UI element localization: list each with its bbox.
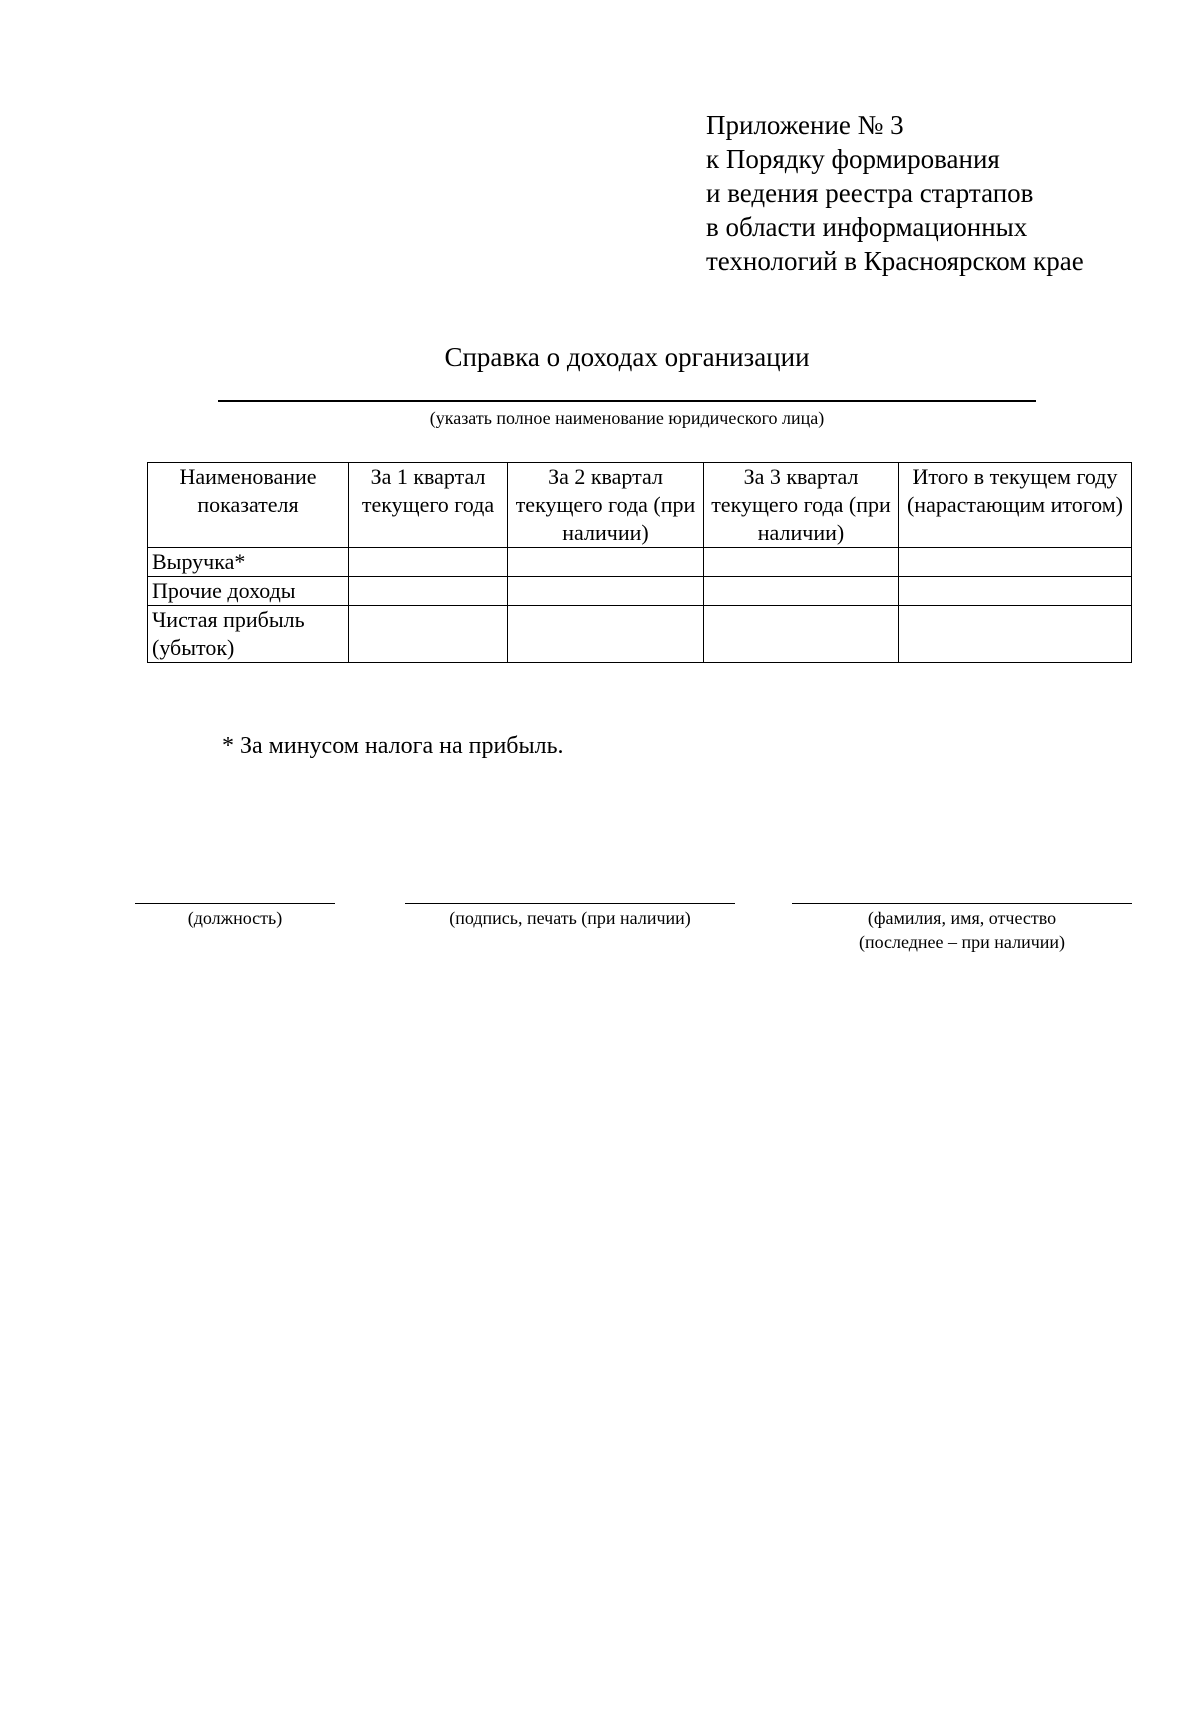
row-label-revenue: Выручка* <box>148 548 349 577</box>
full-name-signature-line <box>792 903 1132 904</box>
table-row <box>148 577 1132 606</box>
cell-q1 <box>349 548 508 577</box>
cell-q3 <box>704 606 899 663</box>
header-total: Итого в текущем году (нарастающим итогом) <box>899 463 1132 548</box>
table-row <box>148 606 1132 663</box>
appendix-line: в области информационных <box>706 212 1028 242</box>
full-name-label <box>792 906 1132 954</box>
organization-name-line <box>218 400 1036 402</box>
signature-label: (подпись, печать (при наличии) <box>449 908 691 928</box>
footnote: * За минусом налога на прибыль. <box>222 733 564 759</box>
full-name-label-line: (фамилия, имя, отчество <box>867 908 1057 928</box>
cell-q3 <box>704 548 899 577</box>
appendix-line: Приложение № 3 <box>706 110 904 140</box>
table-header-row <box>148 463 1132 548</box>
header-q2: За 2 квартал текущего года (при наличии) <box>508 463 704 548</box>
appendix-line: к Порядку формирования <box>706 144 1000 174</box>
income-table <box>147 462 1132 663</box>
header-indicator: Наименование показателя <box>148 463 349 548</box>
position-signature-line <box>135 903 335 904</box>
document-title: Справка о доходах организации <box>444 342 810 372</box>
cell-q3 <box>704 577 899 606</box>
appendix-header <box>706 108 1084 278</box>
cell-q2 <box>508 606 704 663</box>
row-label-other-income: Прочие доходы <box>148 577 349 606</box>
header-q3: За 3 квартал текущего года (при наличии) <box>704 463 899 548</box>
cell-total <box>899 577 1132 606</box>
header-q1: За 1 квартал текущего года <box>349 463 508 548</box>
appendix-line: технологий в Красноярском крае <box>706 246 1084 276</box>
position-label: (должность) <box>187 908 283 928</box>
cell-total <box>899 606 1132 663</box>
cell-total <box>899 548 1132 577</box>
full-name-label-line: (последнее – при наличии) <box>858 932 1066 952</box>
cell-q1 <box>349 577 508 606</box>
organization-name-hint: (указать полное наименование юридического лица) <box>429 408 825 428</box>
row-label-net-profit: Чистая прибыль (убыток) <box>148 606 349 663</box>
cell-q2 <box>508 577 704 606</box>
appendix-line: и ведения реестра стартапов <box>706 178 1034 208</box>
cell-q2 <box>508 548 704 577</box>
cell-q1 <box>349 606 508 663</box>
table-row <box>148 548 1132 577</box>
signature-line <box>405 903 735 904</box>
